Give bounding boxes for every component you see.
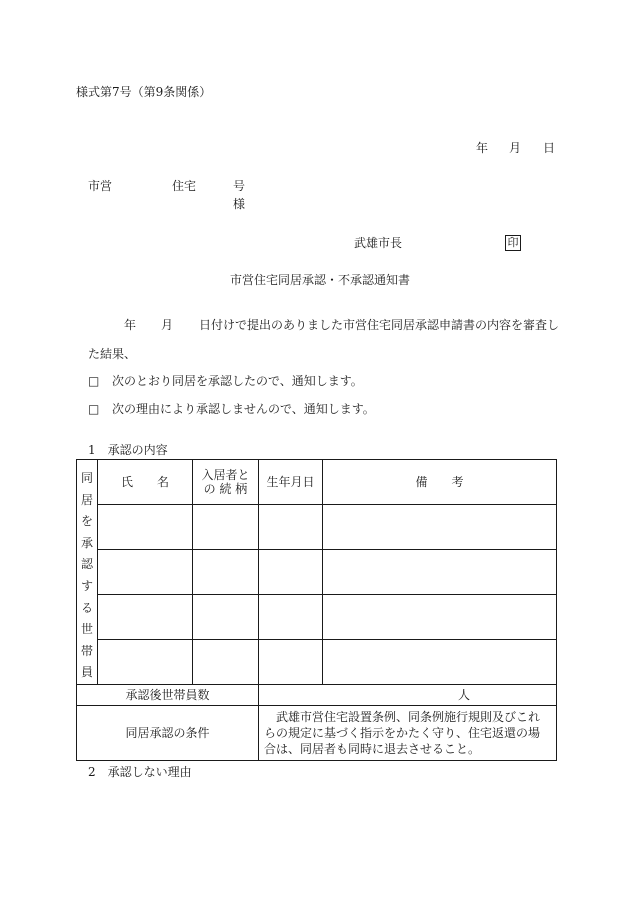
header-relation-line2: の 続 柄 bbox=[203, 481, 248, 496]
cell-remarks[interactable] bbox=[323, 549, 557, 594]
section2-heading: 2 承認しない理由 bbox=[88, 765, 192, 779]
cell-name[interactable] bbox=[98, 639, 193, 684]
body-line1: 日付けで提出のありました市営住宅同居承認申請書の内容を審査し bbox=[199, 318, 560, 332]
vertical-char: 承 bbox=[80, 535, 93, 550]
table-row bbox=[77, 639, 557, 684]
vertical-char: 同 bbox=[80, 471, 93, 485]
cell-name[interactable] bbox=[98, 504, 193, 549]
cell-relation[interactable] bbox=[193, 549, 259, 594]
date-month: 月 bbox=[509, 141, 522, 155]
body-month: 月 bbox=[161, 318, 174, 332]
condition-row bbox=[77, 705, 557, 760]
body-year: 年 bbox=[124, 318, 137, 332]
vertical-char: す bbox=[80, 578, 93, 593]
section1-heading: 1 承認の内容 bbox=[88, 443, 168, 457]
cell-birthdate[interactable] bbox=[259, 504, 323, 549]
vertical-char: 世 bbox=[80, 622, 93, 637]
cell-remarks[interactable] bbox=[323, 594, 557, 639]
addressee-city-housing: 市営 bbox=[88, 179, 113, 193]
addressee-housing: 住宅 bbox=[172, 179, 197, 193]
cell-remarks[interactable] bbox=[323, 504, 557, 549]
cell-relation[interactable] bbox=[193, 504, 259, 549]
date-year: 年 bbox=[476, 141, 489, 155]
form-number: 様式第7号（第9条関係） bbox=[76, 85, 212, 99]
vertical-label-cell bbox=[77, 460, 98, 685]
seal-box: 印 bbox=[505, 235, 521, 251]
count-label: 承認後世帯員数 bbox=[77, 684, 259, 705]
table-row bbox=[77, 549, 557, 594]
document-title: 市営住宅同居承認・不承認通知書 bbox=[230, 273, 411, 287]
option-approve-box[interactable]: □ bbox=[88, 374, 100, 388]
cell-relation[interactable] bbox=[193, 639, 259, 684]
vertical-char: 認 bbox=[80, 557, 93, 572]
body-line2: た結果、 bbox=[88, 347, 137, 361]
issuer-name: 武雄市長 bbox=[354, 236, 403, 250]
vertical-char: 員 bbox=[80, 665, 93, 680]
addressee-honorific: 様 bbox=[233, 197, 246, 211]
header-name: 氏 名 bbox=[98, 460, 193, 505]
cell-name[interactable] bbox=[98, 549, 193, 594]
cell-birthdate[interactable] bbox=[259, 639, 323, 684]
count-unit: 人 bbox=[259, 684, 557, 705]
count-row bbox=[77, 684, 557, 705]
table-header-row bbox=[77, 460, 557, 505]
addressee-number: 号 bbox=[233, 179, 246, 193]
header-remarks: 備 考 bbox=[323, 460, 557, 505]
option-approve-text: 次のとおり同居を承認したので、通知します。 bbox=[112, 374, 363, 388]
vertical-char: る bbox=[80, 600, 93, 615]
option-reject-text: 次の理由により承認しませんので、通知します。 bbox=[112, 402, 375, 416]
cell-birthdate[interactable] bbox=[259, 594, 323, 639]
header-birthdate: 生年月日 bbox=[259, 460, 323, 505]
approval-table bbox=[76, 459, 557, 761]
header-relation bbox=[193, 460, 259, 505]
vertical-char: を bbox=[80, 514, 93, 529]
cell-relation[interactable] bbox=[193, 594, 259, 639]
condition-label: 同居承認の条件 bbox=[77, 705, 259, 760]
table-row bbox=[77, 594, 557, 639]
table-row bbox=[77, 504, 557, 549]
date-day: 日 bbox=[543, 141, 556, 155]
option-reject-box[interactable]: □ bbox=[88, 402, 100, 416]
cell-remarks[interactable] bbox=[323, 639, 557, 684]
header-relation-line1: 入居者と bbox=[201, 467, 250, 482]
vertical-char: 居 bbox=[80, 492, 93, 507]
condition-text: 武雄市営住宅設置条例、同条例施行規則及びこれらの規定に基づく指示をかたく守り、住宅返還の場合は、同居者も同時に退去させること。 bbox=[259, 705, 557, 760]
vertical-char: 帯 bbox=[80, 643, 93, 658]
cell-birthdate[interactable] bbox=[259, 549, 323, 594]
cell-name[interactable] bbox=[98, 594, 193, 639]
